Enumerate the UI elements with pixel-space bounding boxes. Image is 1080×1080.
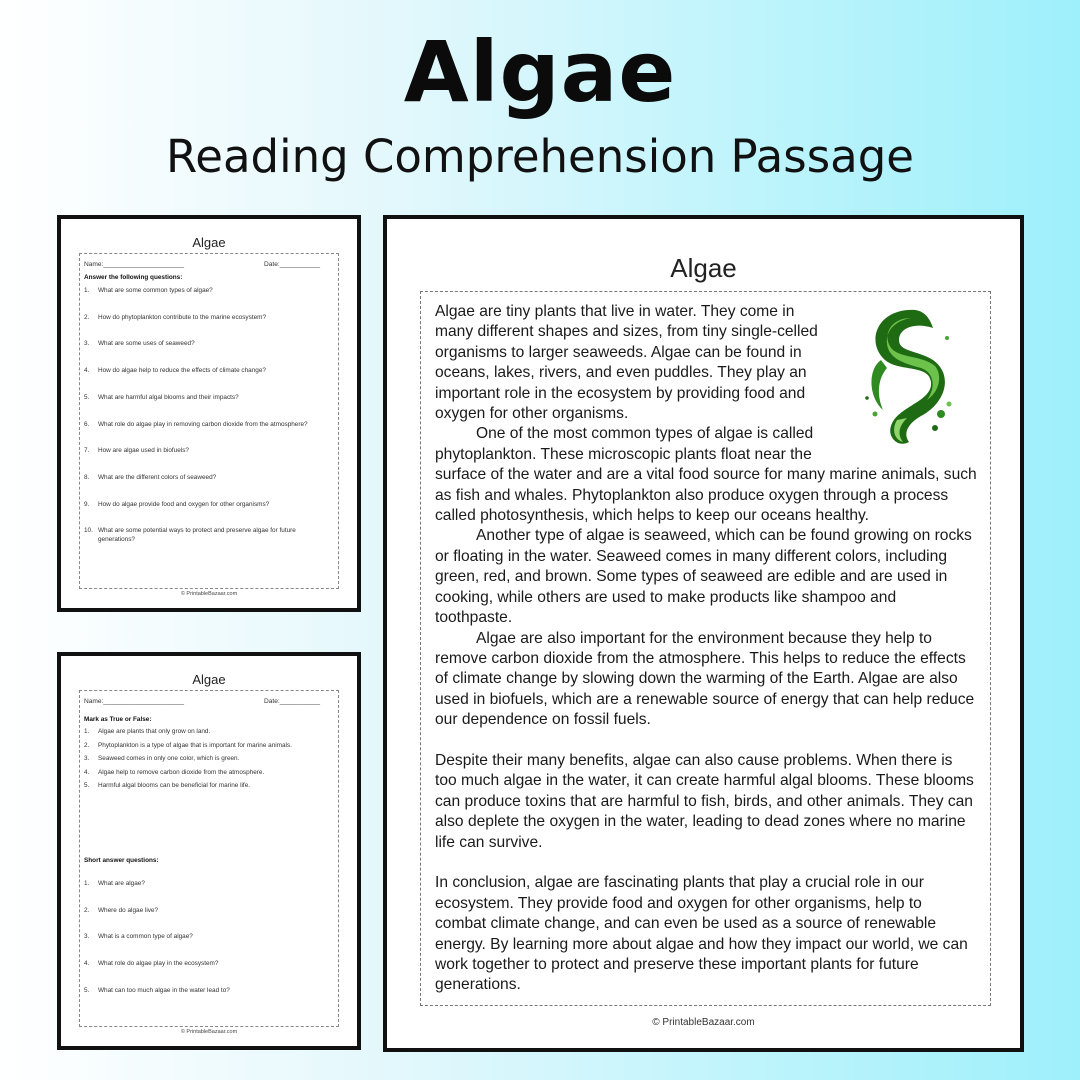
question-item [84,880,332,889]
passage-title: Algae [670,253,737,283]
question-text: What is a common type of algae? [98,933,193,941]
question-text: How are algae used in biofuels? [98,447,189,455]
question-number: 1. [84,287,90,294]
passage-text [435,302,977,996]
question-text: Harmful algal blooms can be beneficial for marine life. [98,782,251,790]
worksheet-frame [79,253,339,589]
question-number: 5. [84,393,90,401]
passage-paragraph: Another type of algae is seaweed, which can be found growing on rocks or floating in the water. Seaweed comes in many different colors, including green, red, and brown. Some types of seaweed are edible and are used in cooking, while others are used to make products like shampoo and toothpaste. [435,527,972,627]
reading-passage-page [383,215,1024,1052]
question-number: 10. [84,527,93,535]
question-item [84,340,332,349]
question-number: 3. [84,340,90,348]
question-item [84,394,332,403]
question-text: Where do algae live? [98,906,159,914]
question-text: How do algae help to reduce the effects of climate change? [98,367,266,375]
question-number: 6. [84,420,90,428]
question-text: What are some potential ways to protect and preserve algae for future generations? [98,527,296,543]
question-text: Algae are plants that only grow on land. [98,728,211,735]
worksheet-title: Algae [192,672,226,687]
true-false-heading: Mark as True or False: [84,716,152,723]
page-title: Algae [403,23,677,121]
question-number: 8. [84,473,90,481]
question-item [84,728,332,737]
question-item [84,907,332,916]
question-number: 7. [84,447,90,455]
question-item [84,933,332,942]
name-line: Name:______________________ [84,698,185,705]
question-number: 4. [84,768,90,776]
question-text: Phytoplankton is a type of algae that is important for marine animals. [98,741,292,749]
question-number: 1. [84,728,90,735]
question-item [84,960,332,969]
question-item [84,287,332,296]
question-text: What role do algae play in removing carbon dioxide from the atmosphere? [98,420,308,428]
question-text: What are harmful algal blooms and their impacts? [98,393,239,401]
question-number: 2. [84,741,90,749]
date-line: Date:___________ [264,261,321,268]
question-text: What are some common types of algae? [98,287,213,294]
question-item [84,474,332,483]
question-number: 1. [84,880,90,887]
question-number: 3. [84,933,90,941]
passage-footer: © PrintableBazaar.com [652,1017,755,1028]
worksheet-footer: © PrintableBazaar.com [180,591,238,597]
question-text: How do algae provide food and oxygen for other organisms? [98,500,270,508]
question-number: 5. [84,782,90,790]
passage-paragraph: In conclusion, algae are fascinating plants that play a crucial role in our ecosystem. They provide food and oxygen for other organisms, help to combat climate change, and can even be used as a source of renewable energy. By learning more about algae and how they impact our world, we can work together to protect and preserve these important plants for future generations. [435,874,968,994]
question-text: What are algae? [98,880,145,887]
question-item [84,527,332,544]
question-number: 9. [84,500,90,508]
question-number: 4. [84,367,90,375]
question-text: Seaweed comes in only one color, which is green. [98,755,240,763]
true-false-worksheet-preview [57,652,361,1050]
question-text: How do phytoplankton contribute to the marine ecosystem? [98,313,267,321]
name-line: Name:______________________ [84,261,185,268]
question-number: 4. [84,960,90,968]
passage-paragraph: Algae are tiny plants that live in water. They come in many different shapes and sizes, from tiny single-celled organisms to larger seaweeds. Algae can be found in oceans, lakes, rivers, and even puddles. They play an important role in the ecosystem by providing food and oxygen for other organisms. [435,303,818,423]
short-answer-heading: Short answer questions: [84,857,159,864]
question-item [84,987,332,996]
question-item [84,769,332,778]
question-number: 2. [84,313,90,321]
question-item [84,367,332,376]
passage-paragraph: One of the most common types of algae is called phytoplankton. These microscopic plants float near the surface of the water and are a vital food source for many marine animals, such as fish and whales. Phytoplankton also produce oxygen through a process called photosynthesis, which helps to keep our oceans healthy. [435,425,977,525]
instruction-heading: Answer the following questions: [84,274,183,281]
algae-illustration-icon [837,302,987,450]
name-date-row [84,261,334,268]
passage-paragraph: Algae are also important for the environment because they help to remove carbon dioxide from the atmosphere. This helps to reduce the effects of climate change by slowing down the warming of the Earth. Algae are also used in biofuels, which are a renewable source of energy that can help reduce our dependence on fossil fuels. [435,629,975,729]
question-item [84,421,332,430]
question-number: 3. [84,755,90,763]
question-number: 2. [84,906,90,914]
question-item [84,782,332,791]
question-number: 5. [84,986,90,994]
passage-frame [420,291,991,1006]
question-text: What are some uses of seaweed? [98,340,195,348]
worksheet-title: Algae [192,235,226,250]
name-date-row [84,698,334,705]
question-item [84,742,332,751]
question-text: What role do algae play in the ecosystem? [98,960,219,968]
question-item [84,314,332,323]
question-text: Algae help to remove carbon dioxide from the atmosphere. [98,768,265,776]
question-text: What are the different colors of seaweed? [98,473,217,481]
questions-worksheet-preview [57,215,361,612]
passage-paragraph: Despite their many benefits, algae can also cause problems. When there is too much algae in the water, it can create harmful algal blooms. These blooms can produce toxins that are harmful to fish, birds, and other animals. They can also deplete the oxygen in the water, leading to dead zones where no marine life can survive. [435,751,974,851]
question-item [84,501,332,510]
worksheet-footer: © PrintableBazaar.com [180,1029,238,1035]
question-item [84,755,332,764]
date-line: Date:___________ [264,698,321,705]
question-text: What can too much algae in the water lead to? [98,986,230,994]
worksheet-frame [79,690,339,1027]
question-item [84,447,332,456]
page-subtitle: Reading Comprehension Passage [166,130,914,183]
